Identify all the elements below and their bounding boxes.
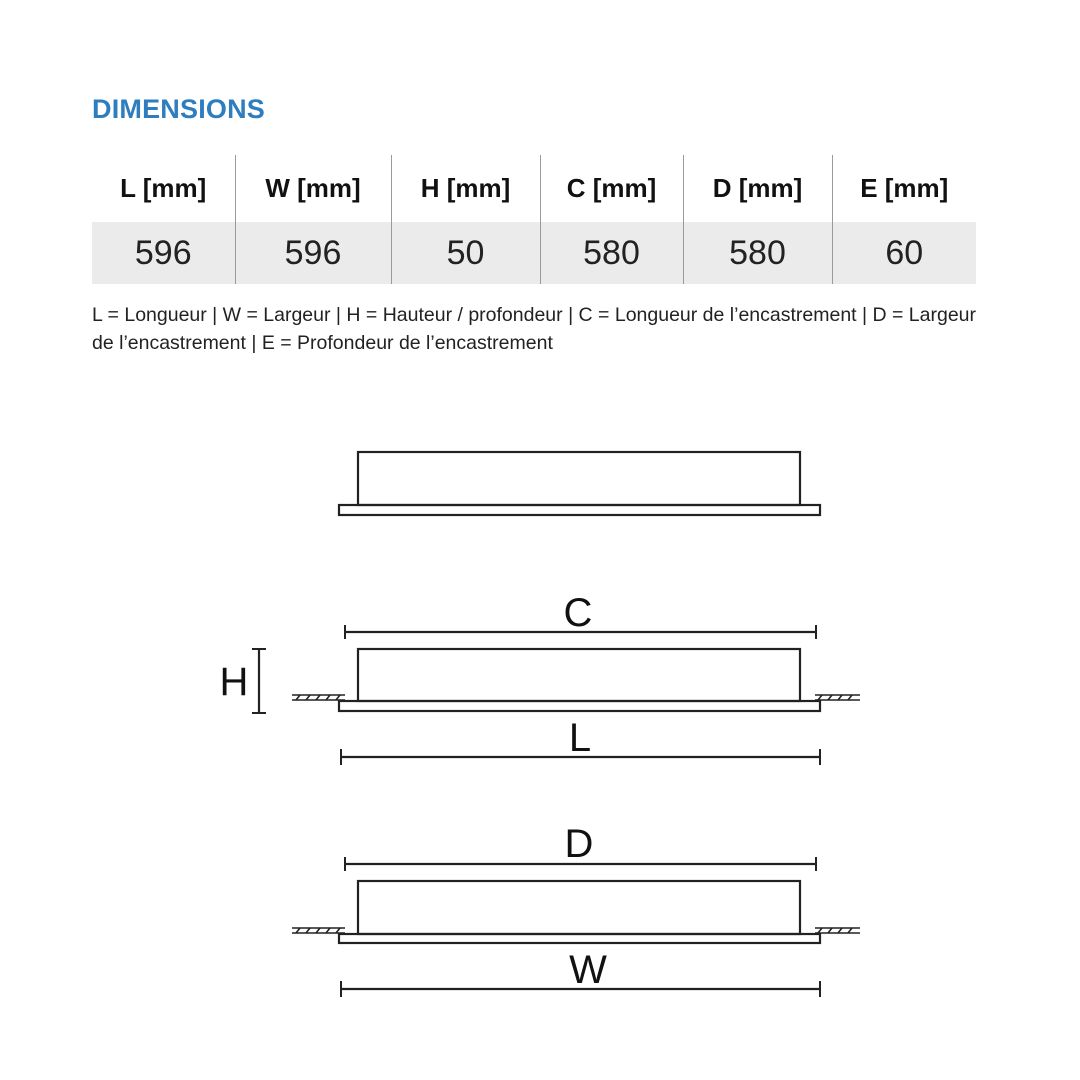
length-view-drawing (252, 625, 860, 765)
value-w: 596 (235, 222, 391, 284)
panel-body (358, 649, 800, 701)
value-d: 580 (683, 222, 832, 284)
value-l: 596 (92, 222, 235, 284)
header-e: E [mm] (832, 155, 976, 222)
label-w: W (569, 948, 607, 992)
label-c: C (563, 591, 593, 635)
label-h: H (219, 660, 249, 704)
panel-flange (339, 934, 820, 943)
panel-body (358, 452, 800, 505)
ceiling-section-right (815, 928, 860, 933)
panel-flange (339, 701, 820, 711)
header-w: W [mm] (235, 155, 391, 222)
panel-body (358, 881, 800, 934)
dimensions-legend: L = Longueur | W = Largeur | H = Hauteur / profondeur | C = Longueur de l’encastrement | D = Largeur de l’encastrement | E = Profondeur de l’encastrement (92, 304, 977, 354)
header-c: C [mm] (540, 155, 683, 222)
value-c: 580 (540, 222, 683, 284)
label-l: L (568, 716, 592, 760)
side-view-drawing (339, 452, 820, 515)
label-d: D (564, 822, 594, 866)
value-e: 60 (832, 222, 976, 284)
ceiling-section-left (292, 695, 345, 700)
ceiling-section-left (292, 928, 345, 933)
header-h: H [mm] (391, 155, 540, 222)
ceiling-section-right (815, 695, 860, 700)
section-title: DIMENSIONS (92, 94, 266, 124)
header-l: L [mm] (120, 173, 207, 203)
header-d: D [mm] (683, 155, 832, 222)
value-h: 50 (391, 222, 540, 284)
panel-flange (339, 505, 820, 515)
